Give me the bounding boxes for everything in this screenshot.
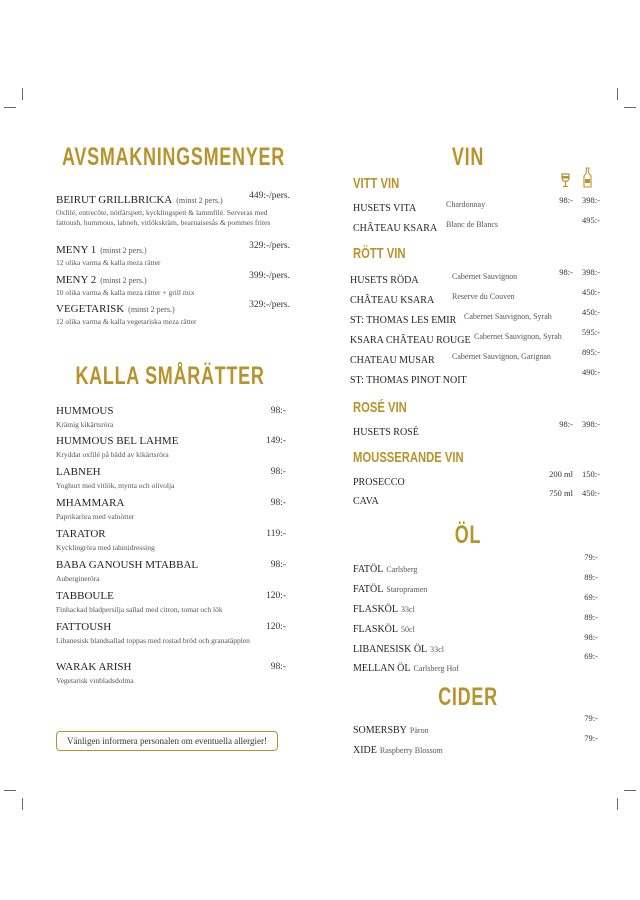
- wine-item: [350, 267, 600, 286]
- bottle-price: 398:-: [582, 419, 600, 429]
- item-description: Finhackad bladpersilja sallad med citron, tomat och lök: [56, 605, 223, 614]
- item-description: Auberginеröra: [56, 574, 100, 583]
- wine-grape: Blanc de Blancs: [446, 220, 498, 229]
- cold-dish-item: [56, 528, 286, 553]
- item-price: 98:-: [270, 467, 286, 477]
- item-name: HUMMOUS BEL LAHME: [56, 435, 179, 447]
- item-note: (minst 2 pers.): [100, 246, 147, 255]
- item-name: MENY 2: [56, 274, 97, 286]
- crop-mark: [4, 790, 16, 791]
- item-name: WARAK ARISH: [56, 661, 132, 673]
- wine-name: HUSETS VITA: [353, 203, 417, 214]
- wine-name: KSARA CHÂTEAU ROUGE: [350, 335, 471, 346]
- wine-item: [353, 488, 600, 507]
- drink-price: 69:-: [584, 592, 598, 602]
- crop-mark: [624, 107, 636, 108]
- bottle-price: 450:-: [582, 287, 600, 297]
- drink-note: Carlsberg: [386, 565, 418, 574]
- item-price: 399:-/pers.: [249, 271, 290, 281]
- drink-name: FATÖL: [353, 584, 384, 595]
- item-description: 12 olika varma & kalla meza rätter: [56, 258, 161, 267]
- crop-mark: [624, 790, 636, 791]
- wine-grape: Cabernet Sauvignon: [452, 272, 518, 281]
- item-description: 10 olika varma & kalla meza rätter + grill mix: [56, 288, 195, 297]
- wine-item: [350, 347, 600, 366]
- wine-name: CHÂTEAU KSARA: [350, 295, 435, 306]
- item-price: 449:-/pers.: [249, 191, 290, 201]
- drink-price: 79:-: [584, 713, 598, 723]
- drink-item: [353, 612, 598, 635]
- beer-title: ÖL: [454, 521, 482, 549]
- wine-grape: Reserve du Couven: [452, 292, 515, 301]
- wine-item: [353, 419, 600, 438]
- item-price: 98:-: [270, 560, 286, 570]
- wine-item: [350, 287, 600, 306]
- drink-note: Carlsberg Hof: [413, 664, 459, 673]
- drink-name: SOMERSBY: [353, 725, 407, 736]
- drink-name: FLASKÖL: [353, 624, 399, 635]
- wine-name: HUSETS RÖDA: [350, 275, 419, 286]
- item-price: 98:-: [270, 406, 286, 416]
- drink-name: LIBANESISK ÖL: [353, 644, 428, 655]
- bottle-price: 398:-: [582, 267, 600, 277]
- bottle-price: 150:-: [582, 469, 600, 479]
- tasting-menu-item: [56, 190, 290, 228]
- cold-dish-item: [56, 621, 286, 646]
- drink-note: 33cl: [430, 645, 444, 654]
- bottle-price: 495:-: [582, 215, 600, 225]
- item-description: Libanesisk blandsallad toppas med rostad bröd och granatäpplen: [56, 636, 250, 645]
- cold-dish-item: [56, 497, 286, 522]
- glass-price: 98:-: [559, 419, 573, 429]
- drink-item: [353, 651, 598, 674]
- wine-item: [350, 307, 600, 326]
- drink-price: 89:-: [584, 572, 598, 582]
- item-description: Paprikaröra med valnötter: [56, 512, 135, 521]
- item-price: 98:-: [270, 498, 286, 508]
- item-description: Kryddat oxfilé på bädd av kikärtsröra: [56, 450, 169, 459]
- wine-grape: Chardonnay: [446, 200, 486, 209]
- wine-item: [353, 195, 600, 214]
- cold-dish-item: [56, 661, 286, 686]
- drink-name: MELLAN ÖL: [353, 663, 411, 674]
- wine-name: ST: THOMAS PINOT NOIT: [350, 375, 467, 386]
- drink-item: [353, 592, 598, 615]
- tasting-menu-item: [56, 299, 290, 327]
- drink-price: 79:-: [584, 733, 598, 743]
- item-price: 119:-: [266, 529, 286, 539]
- crop-mark: [617, 88, 618, 100]
- drink-item: [353, 552, 598, 575]
- item-name: TABBOULE: [56, 590, 114, 602]
- drink-item: [353, 632, 598, 655]
- wine-grape: Cabernet Sauvignon, Syrah: [464, 312, 552, 321]
- wine-bottle-icon: [583, 167, 592, 188]
- wine-name: HUSETS ROSÉ: [353, 427, 419, 438]
- item-note: (minst 2 pers.): [128, 305, 175, 314]
- item-name: HUMMOUS: [56, 405, 114, 417]
- item-description: Kycklingröra med tahinidressing: [56, 543, 155, 552]
- item-name: BEIRUT GRILLBRICKA: [56, 194, 173, 206]
- wine-name: CAVA: [353, 496, 379, 507]
- wine-grape: Cabernet Sauvignon, Garignan: [452, 352, 551, 361]
- wine-name: CHÂTEAU KSARA: [353, 223, 438, 234]
- item-description: Krämig kikärtsröra: [56, 420, 114, 429]
- wine-item: [353, 215, 600, 234]
- allergy-notice: Vänligen informera personalen om eventuella allergier!: [56, 731, 278, 751]
- item-price: 149:-: [265, 436, 286, 446]
- drink-note: Staropramen: [386, 585, 428, 594]
- drink-note: Raspberry Blossom: [379, 746, 443, 755]
- item-name: BABA GANOUSH MTABBAL: [56, 559, 199, 571]
- drink-name: FLASKÖL: [353, 604, 399, 615]
- item-name: LABNEH: [56, 466, 101, 478]
- drink-note: 50cl: [401, 625, 415, 634]
- drink-item: [353, 733, 598, 756]
- wine-name: CHATEAU MUSAR: [350, 355, 435, 366]
- crop-mark: [617, 798, 618, 810]
- cold-dish-item: [56, 466, 286, 491]
- wine-title: VIN: [451, 143, 485, 171]
- drink-name: FATÖL: [353, 564, 384, 575]
- cold-dish-item: [56, 405, 286, 430]
- drink-price: 69:-: [584, 651, 598, 661]
- bottle-price: 450:-: [582, 488, 600, 498]
- wine-glass-icon: [561, 173, 570, 188]
- glass-price: 98:-: [559, 195, 573, 205]
- item-name: TARATOR: [56, 528, 106, 540]
- item-name: MHAMMARA: [56, 497, 125, 509]
- tasting-menu-item: [56, 270, 290, 298]
- item-price: 329:-/pers.: [249, 241, 290, 251]
- item-price: 329:-/pers.: [249, 300, 290, 310]
- crop-mark: [22, 88, 23, 100]
- item-description: Yoghurt med vitlök, mynta och olivolja: [56, 481, 175, 490]
- glass-price: 750 ml: [549, 488, 573, 498]
- cold-dish-item: [56, 590, 286, 615]
- bottle-price: 490:-: [582, 367, 600, 377]
- rose-title: ROSÉ VIN: [353, 399, 407, 416]
- bottle-price: 895:-: [582, 347, 600, 357]
- drink-name: XIDE: [353, 745, 377, 756]
- drink-item: [353, 713, 598, 736]
- glass-price: 98:-: [559, 267, 573, 277]
- wine-grape: Cabernet Sauvignon, Syrah: [474, 332, 562, 341]
- drink-note: Päron: [409, 726, 429, 735]
- glass-price: 200 ml: [549, 469, 573, 479]
- sparkling-title: MOUSSERANDE VIN: [353, 449, 464, 466]
- tasting-menus-title: AVSMAKNINGSMENYER: [61, 143, 285, 171]
- drink-price: 98:-: [584, 632, 598, 642]
- crop-mark: [4, 107, 16, 108]
- cold-dish-item: [56, 559, 286, 584]
- bottle-price: 398:-: [582, 195, 600, 205]
- item-price: 98:-: [270, 662, 286, 672]
- bottle-price: 595:-: [582, 327, 600, 337]
- item-note: (minst 2 pers.): [176, 196, 223, 205]
- item-description: 12 olika varma & kalla vegetariska meza rätter: [56, 317, 197, 326]
- wine-name: ST: THOMAS LES EMIR: [350, 315, 457, 326]
- bottle-price: 450:-: [582, 307, 600, 317]
- cold-dish-item: [56, 435, 286, 460]
- white-title: VITT VIN: [353, 175, 400, 192]
- drink-item: [353, 572, 598, 595]
- item-description: Oxfilé, entrecôte, nötfärspett, kycklingspett & lammfilé. Serveras med fattoush, hummous, labneh, vitlökskräm, bearnaisesås & pommes frites: [56, 208, 271, 227]
- drink-note: 33cl: [401, 605, 415, 614]
- drink-price: 79:-: [584, 552, 598, 562]
- red-title: RÖTT VIN: [353, 245, 406, 262]
- cold-dishes-title: KALLA SMÅRÄTTER: [75, 362, 265, 390]
- item-name: VEGETARISK: [56, 303, 125, 315]
- wine-name: PROSECCO: [353, 477, 405, 488]
- crop-mark: [22, 798, 23, 810]
- item-name: FATTOUSH: [56, 621, 112, 633]
- wine-item: [350, 367, 600, 386]
- item-description: Vegetarisk vinbladsdolma: [56, 676, 134, 685]
- item-name: MENY 1: [56, 244, 97, 256]
- wine-item: [353, 469, 600, 488]
- item-price: 120:-: [265, 622, 286, 632]
- tasting-menu-item: [56, 240, 290, 268]
- item-price: 120:-: [265, 591, 286, 601]
- wine-item: [350, 327, 600, 346]
- drink-price: 89:-: [584, 612, 598, 622]
- cider-title: CIDER: [438, 683, 498, 711]
- item-note: (minst 2 pers.): [100, 276, 147, 285]
